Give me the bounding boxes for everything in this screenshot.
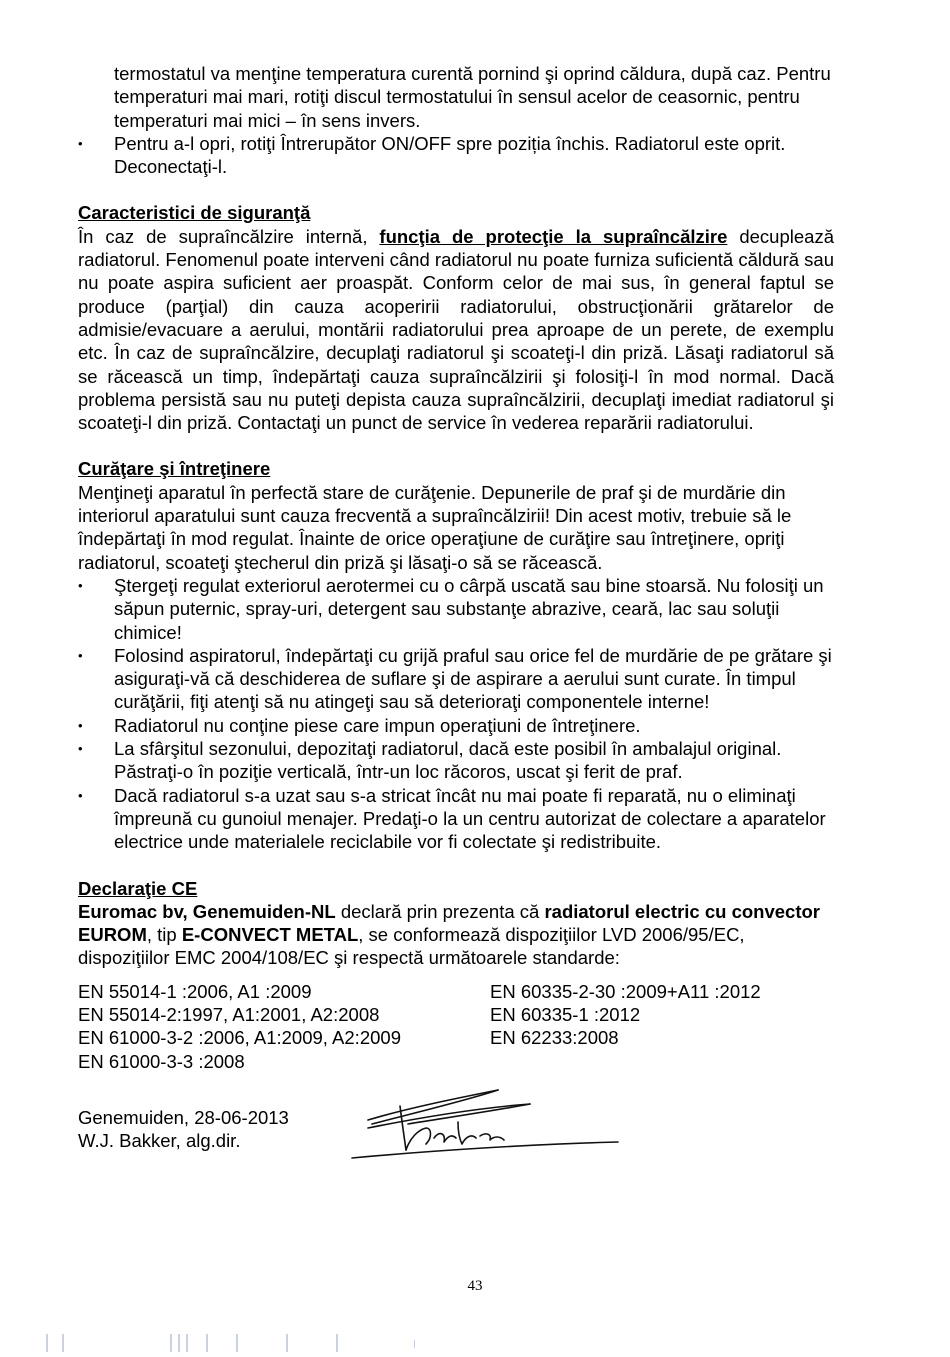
page-number: 43: [467, 1278, 483, 1294]
company-name: Euromac bv, Genemuiden-NL: [78, 900, 336, 922]
list-item: • Folosind aspiratorul, îndepărtaţi cu grijă praful sau orice fel de murdărie de pe grătare şi asiguraţi-vă că deschiderea de suflare şi de aspirare a aerului sunt curate. În timpul curăţării, fiţi atenţi să nu atingeţi sau să deterioraţi componentele interne!: [78, 644, 834, 714]
place-date: Genemuiden, 28-06-2013: [78, 1106, 289, 1128]
standards-right-column: [490, 980, 834, 1073]
list-item: • La sfârşitul sezonului, depozitaţi radiatorul, dacă este posibil în ambalajul original. Păstraţi-o în poziţie verticală, într-un loc răcoros, uscat şi ferit de praf.: [78, 737, 834, 784]
standard-item: EN 61000-3-2 :2006, A1:2009, A2:2009: [78, 1027, 401, 1049]
intro-bullet-list: [78, 132, 834, 179]
cleaning-heading: Curăţare şi întreţinere: [78, 458, 271, 480]
scan-margin-marks: [40, 1332, 460, 1354]
standard-item: EN 60335-1 :2012: [490, 1003, 641, 1025]
declaration-text-1: declară prin prezenta că: [335, 900, 545, 922]
declaration-text-2: , tip: [146, 924, 182, 946]
signatory-name: W.J. Bakker, alg.dir.: [78, 1130, 241, 1152]
signature-text: [78, 1106, 289, 1153]
page-content: [78, 62, 834, 1166]
list-item: • Pentru a-l opri, rotiţi Întrerupător ON/OFF spre poziția închis. Radiatorul este oprit. Deconectaţi-l.: [78, 132, 834, 179]
list-item: • Radiatorul nu conţine piese care impun operaţiuni de întreţinere.: [78, 714, 834, 737]
standard-item: EN 60335-2-30 :2009+A11 :2012: [490, 980, 761, 1002]
thermostat-continuation: termostatul va menţine temperatura curentă pornind şi oprind căldura, după caz. Pentru temperaturi mai mari, rotiţi discul termostatului în sensul acelor de ceasornic, pentru temperaturi mai mici – în sens invers.: [114, 63, 831, 131]
safety-text-rest: decuplează radiatorul. Fenomenul poate interveni când radiatorul nu poate furniza suficientă căldură sau nu poate aspira suficient aer proaspăt. Conform celor de mai sus, în general faptul se produce (parţial) din cauza acoperirii radiatorului, obstrucţionării grătarelor de admisie/evacuare a aerului, montării radiatorului prea aproape de un perete, de exemplu etc. În caz de supraîncălzire, decuplaţi radiatorul şi scoateţi-l din priză. Lăsaţi radiatorul să se răcească un timp, îndepărtaţi cauza supraîncălzirii şi folosiţi-l în mod normal. Dacă problema persistă sau nu puteţi depista cauza supraîncălzirii, decuplaţi imediat radiatorul şi scoateţi-l din priză. Contactaţi un punct de service în vederea reparării radiatorului.: [78, 225, 834, 434]
cleaning-bullet-list: [78, 574, 834, 854]
standard-item: EN 55014-2:1997, A1:2001, A2:2008: [78, 1003, 380, 1025]
signature-block: [78, 1096, 834, 1166]
standards-list: [78, 980, 834, 1073]
model-name: E-CONVECT METAL: [181, 924, 359, 946]
safety-protection-function: funcţia de protecţie la supraîncălzire: [379, 225, 728, 247]
standard-item: EN 61000-3-3 :2008: [78, 1050, 245, 1072]
safety-paragraph: [78, 225, 834, 435]
cleaning-paragraph: Menţineţi aparatul în perfectă stare de curăţenie. Depunerile de praf şi de murdărie din interiorul aparatului sunt cauza frecventă a supraîncălzirii! Din acest motiv, trebuie să le îndepărtaţi în mod regulat. Înainte de orice operaţiune de curăţire sau întreţinere, opriţi radiatorul, scoateţi ştecherul din priză şi lăsaţi-o să se răcească.: [78, 481, 792, 573]
standard-item: EN 55014-1 :2006, A1 :2009: [78, 980, 312, 1002]
handwritten-signature: [348, 1078, 620, 1168]
product-name: radiatorul electric cu convector EUROM: [78, 900, 820, 946]
declaration-paragraph: [78, 900, 834, 970]
standards-left-column: [78, 980, 490, 1073]
safety-text-start: În caz de supraîncălzire internă,: [78, 225, 380, 247]
standard-item: EN 62233:2008: [490, 1027, 619, 1049]
list-item: • Ştergeţi regulat exteriorul aerotermei cu o cârpă uscată sau bine stoarsă. Nu folosiţi un săpun puternic, spray-uri, detergent sau substanţe abrazive, ceară, lac sau soluţii chimice!: [78, 574, 834, 644]
declaration-text-3: , se conformează dispoziţiilor LVD 2006/95/EC, dispoziţiilor EMC 2004/108/EC şi respectă următoarele standarde:: [78, 924, 745, 969]
safety-heading: Caracteristici de siguranţă: [78, 202, 311, 224]
declaration-heading: Declaraţie CE: [78, 877, 198, 899]
list-item: • Dacă radiatorul s-a uzat sau s-a stricat încât nu mai poate fi reparată, nu o eliminaţi împreună cu gunoiul menajer. Predaţi-o la un centru autorizat de colectare a aparatelor electrice unde materialele reciclabile vor fi colectate şi redistribuite.: [78, 784, 834, 854]
